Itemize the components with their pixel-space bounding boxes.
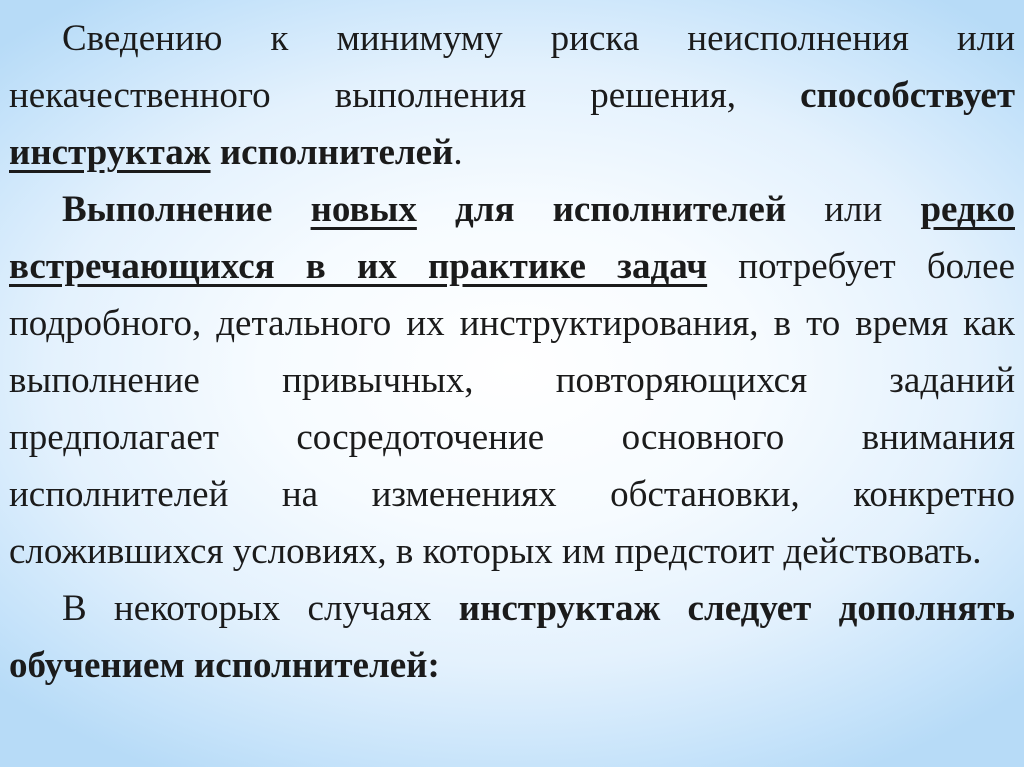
slide-body bbox=[9, 0, 1015, 767]
emphasis-run: Выполнение bbox=[62, 189, 311, 230]
text-run: или bbox=[786, 189, 921, 230]
paragraph-training bbox=[9, 580, 1015, 694]
emphasis-run: для исполнителей bbox=[416, 189, 787, 230]
underlined-emphasis-run: редко встречающихся в их практике задач bbox=[9, 189, 1015, 287]
text-run: Сведению к минимуму риска неисполнения или некачественного выполнения решения, bbox=[9, 18, 1015, 116]
paragraph-briefing-benefit bbox=[9, 0, 1015, 181]
emphasis-run: способствует bbox=[800, 75, 1015, 116]
text-run: В некоторых случаях bbox=[62, 588, 459, 629]
emphasis-run: инструктаж следует дополнять обучением исполнителей: bbox=[9, 588, 1015, 686]
underlined-emphasis-run: инструктаж bbox=[9, 132, 211, 173]
underlined-emphasis-run: новых bbox=[310, 189, 417, 230]
text-run: потребует более подробного, детального их инструктирования, в то время как выполнение привычных, повторяющихся заданий предполагает сосредоточение основного внимания исполнителей на изменениях обстановки, конкретно сложившихся условиях, в которых им предстоит действовать. bbox=[9, 246, 1015, 572]
text-run: . bbox=[453, 132, 463, 173]
emphasis-run: исполнителей bbox=[210, 132, 454, 173]
paragraph-new-tasks bbox=[9, 181, 1015, 580]
